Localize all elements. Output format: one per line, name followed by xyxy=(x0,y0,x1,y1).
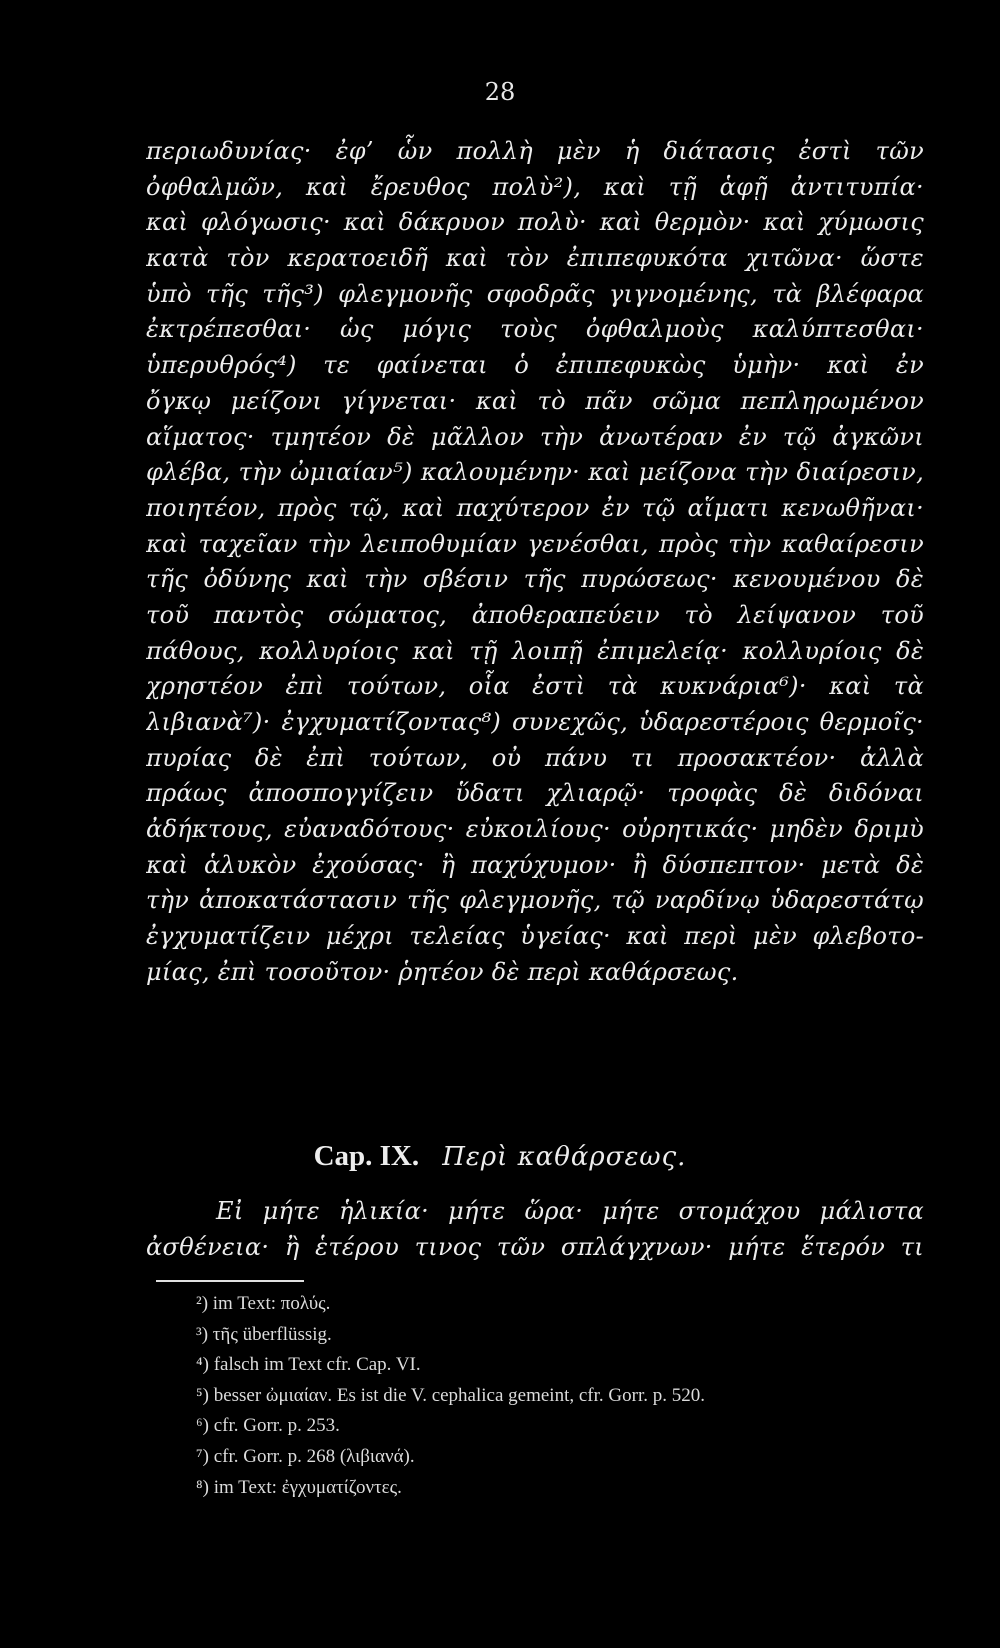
footnote-text: im Text: πολύς. xyxy=(212,1293,331,1314)
footnote xyxy=(196,1320,936,1351)
text-line: ὑπερυθρός⁴) τε φαίνεται ὁ ἐπιπεφυκὼς ὑμὴν· καὶ ἐν xyxy=(146,351,924,380)
footnote-text: im Text: ἐγχυματίζοντες. xyxy=(213,1476,402,1498)
chapter-line: Εἰ μήτε ἡλικία· μήτε ὥρα· μήτε στομάχου μάλιστα xyxy=(216,1197,924,1225)
footnote-mark: ⁴) xyxy=(196,1354,209,1376)
text-line: ὄγκῳ μείζονι γίγνεται· καὶ τὸ πᾶν σῶμα πεπληρωμένον xyxy=(146,386,924,415)
main-text xyxy=(146,134,924,991)
footnote-text: cfr. Gorr. p. 253. xyxy=(213,1415,340,1437)
footnote-mark: ⁸) xyxy=(196,1476,209,1498)
text-line: περιωδυνίας· ἐφ’ ὧν πολλὴ μὲν ἡ διάτασις ἐστὶ τῶν xyxy=(146,137,924,165)
footnote xyxy=(196,1350,936,1381)
footnote xyxy=(196,1381,936,1412)
footnote-mark: ⁶) xyxy=(196,1415,209,1437)
text-line: ἐκτρέπεσθαι· ὡς μόγις τοὺς ὀφθαλμοὺς καλύπτεσθαι· xyxy=(146,315,924,344)
footnote xyxy=(196,1442,936,1473)
text-line: ἐγχυματίζειν μέχρι τελείας ὑγείας· καὶ περὶ μὲν φλεβοτο- xyxy=(146,922,924,951)
text-line: πυρίας δὲ ἐπὶ τούτων, οὐ πάνυ τι προσακτέον· ἀλλὰ xyxy=(146,743,924,772)
footnote-text: besser ὠμιαίαν. Es ist die V. cephalica gemeint, cfr. Gorr. p. 520. xyxy=(213,1384,705,1406)
footnote-text: τῆς überflüssig. xyxy=(212,1323,332,1345)
text-line: καὶ ταχεῖαν τὴν λειποθυμίαν γενέσθαι, πρὸς τὴν καθαίρεσιν xyxy=(146,529,924,558)
text-line: τῆς ὀδύνης καὶ τὴν σβέσιν τῆς πυρώσεως· κενουμένου δὲ xyxy=(146,565,924,594)
text-line: ὑπὸ τῆς τῆς³) φλεγμονῆς σφοδρᾶς γιγνομένης, τὰ βλέφαρα xyxy=(146,279,924,308)
chapter-title: Περὶ καθάρσεως. xyxy=(442,1142,687,1172)
text-line: πάθους, κολλυρίοις καὶ τῇ λοιπῇ ἐπιμελείᾳ· κολλυρίοις δὲ xyxy=(146,636,924,665)
page-number: 28 xyxy=(484,78,516,106)
footnote-text: falsch im Text cfr. Cap. VI. xyxy=(213,1354,421,1376)
footnote-mark: ³) xyxy=(196,1323,209,1345)
chapter-heading xyxy=(0,1140,1000,1173)
footnotes xyxy=(196,1289,936,1503)
footnote-mark: ⁷) xyxy=(196,1445,209,1467)
text-line: καὶ φλόγωσις· καὶ δάκρυον πολὺ· καὶ θερμὸν· καὶ χύμωσις xyxy=(146,208,924,237)
text-line: χρηστέον ἐπὶ τούτων, οἷα ἐστὶ τὰ κυκνάρια⁶)· καὶ τὰ xyxy=(146,672,924,701)
chapter-line: ἀσθένεια· ἢ ἑτέρου τινος τῶν σπλάγχνων· μήτε ἕτερόν τι xyxy=(146,1232,924,1261)
footnote-mark: ²) xyxy=(196,1293,209,1314)
text-line: τοῦ παντὸς σώματος, ἀποθεραπεύειν τὸ λείψανον τοῦ xyxy=(146,600,924,629)
text-line: ἀδήκτους, εὐαναδότους· εὐκοιλίους· οὐρητικάς· μηδὲν δριμὺ xyxy=(146,815,924,844)
text-line: αἵματος· τμητέον δὲ μᾶλλον τὴν ἀνωτέραν ἐν τῷ ἀγκῶνι xyxy=(146,422,924,451)
text-line: φλέβα, τὴν ὠμιαίαν⁵) καλουμένην· καὶ μείζονα τὴν διαίρεσιν, xyxy=(146,458,924,487)
text-line: τὴν ἀποκατάστασιν τῆς φλεγμονῆς, τῷ ναρδίνῳ ὑδαρεστάτῳ xyxy=(146,886,924,915)
footnote xyxy=(196,1411,936,1442)
footnote xyxy=(196,1289,936,1320)
chapter-label: Cap. IX. xyxy=(313,1140,420,1172)
chapter-text xyxy=(146,1194,924,1265)
footnote-text: cfr. Gorr. p. 268 (λιβιανά). xyxy=(213,1445,415,1467)
text-line-last: μίας, ἐπὶ τοσοῦτον· ῥητέον δὲ περὶ καθάρσεως. xyxy=(146,957,739,986)
footnote-mark: ⁵) xyxy=(196,1384,209,1406)
footnote xyxy=(196,1473,936,1504)
text-line: πράως ἀποσπογγίζειν ὕδατι χλιαρῷ· τροφὰς δὲ διδόναι xyxy=(146,779,924,808)
text-line: καὶ ἁλυκὸν ἐχούσας· ἢ παχύχυμον· ἢ δύσπεπτον· μετὰ δὲ xyxy=(146,850,924,879)
text-line: ποιητέον, πρὸς τῷ, καὶ παχύτερον ἐν τῷ αἵματι κενωθῆναι· xyxy=(146,493,924,522)
text-line: κατὰ τὸν κερατοειδῆ καὶ τὸν ἐπιπεφυκότα χιτῶνα· ὥστε xyxy=(146,244,924,273)
text-line: λιβιανὰ⁷)· ἐγχυματίζοντας⁸) συνεχῶς, ὑδαρεστέροις θερμοῖς· xyxy=(146,708,924,736)
footnote-rule xyxy=(156,1280,304,1282)
text-line: ὀφθαλμῶν, καὶ ἔρευθος πολὺ²), καὶ τῇ ἁφῇ ἀντιτυπία· xyxy=(146,172,924,201)
